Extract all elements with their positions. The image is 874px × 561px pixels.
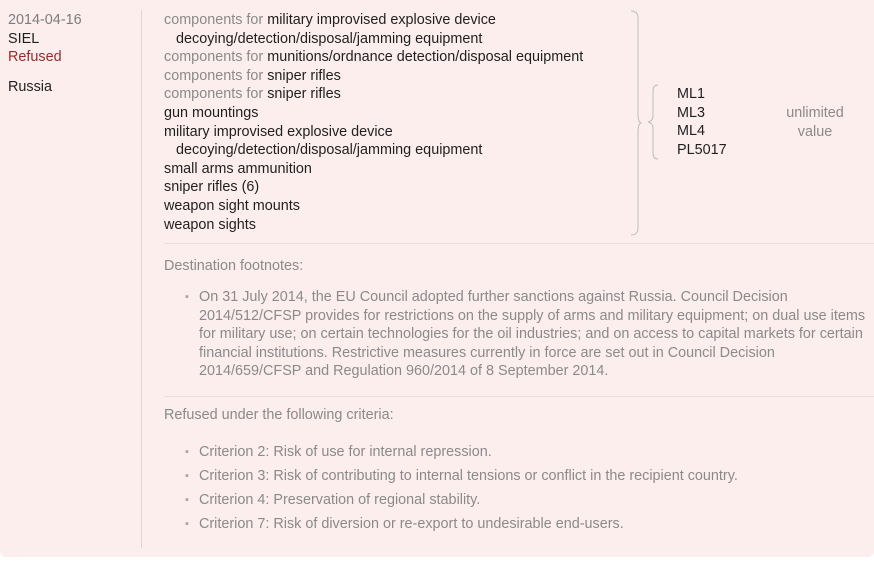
record-date: 2014-04-16	[8, 12, 82, 28]
control-code: ML1	[677, 86, 705, 102]
bullet-icon: ▪	[185, 518, 189, 530]
item-text: sniper rifles	[267, 67, 341, 84]
item-text: military improvised explosive device	[267, 12, 496, 28]
item-text: small arms ammunition	[164, 160, 312, 177]
bullet-icon: ▪	[185, 291, 189, 303]
goods-item	[164, 85, 583, 104]
criterion-item	[185, 440, 738, 464]
item-text: decoying/detection/disposal/jamming equipment	[176, 30, 483, 47]
criterion-item	[185, 464, 738, 488]
control-code: ML4	[677, 123, 705, 140]
item-text: munitions/ordnance detection/disposal equipment	[267, 49, 584, 66]
item-text: sniper rifles	[267, 86, 341, 103]
goods-item	[164, 48, 583, 67]
criteria-list	[185, 440, 738, 536]
licence-type: SIEL	[8, 30, 40, 47]
item-text: military improvised explosive device	[164, 123, 393, 140]
goods-item	[164, 197, 583, 216]
goods-items-list	[164, 11, 583, 234]
item-text: weapon sights	[164, 216, 257, 233]
footnote-item	[185, 288, 869, 381]
item-prefix: components for	[164, 86, 264, 103]
section-divider	[164, 396, 874, 397]
criterion-item	[185, 512, 738, 536]
goods-item	[164, 216, 583, 235]
value-line-1: unlimited	[786, 105, 844, 121]
criterion-item	[185, 488, 738, 512]
destination-country: Russia	[8, 78, 52, 95]
goods-item	[164, 178, 583, 197]
criterion-text: Criterion 4: Preservation of regional stability.	[199, 492, 481, 508]
items-bracket	[630, 10, 642, 236]
criterion-text: Criterion 3: Risk of contributing to internal tensions or conflict in the recipient country.	[199, 468, 738, 484]
status-badge: Refused	[8, 49, 62, 65]
footnote-text: On 31 July 2014, the EU Council adopted further sanctions against Russia. Council Decision 2014/512/CFSP provides for restrictions on the supply of arms and military equipment; on dual use items for military use; on certain technologies for the oil industries; and on access to capital markets for certain financial institutions. Restrictive measures currently in force are set out in Council Decision 2014/659/CFSP and Regulation 960/2014 of 8 September 2014.	[199, 289, 866, 380]
goods-item	[164, 141, 583, 160]
control-codes-list	[677, 85, 727, 159]
bullet-icon: ▪	[185, 470, 189, 482]
item-text: decoying/detection/disposal/jamming equipment	[176, 142, 483, 159]
footnotes-list	[185, 288, 869, 381]
item-text: weapon sight mounts	[164, 197, 300, 214]
goods-item	[164, 160, 583, 179]
item-prefix: components for	[164, 49, 264, 66]
licence-value	[782, 104, 848, 141]
criterion-text: Criterion 2: Risk of use for internal repression.	[199, 444, 492, 460]
goods-item	[164, 123, 583, 142]
goods-item	[164, 11, 583, 30]
item-prefix: components for	[164, 12, 264, 28]
value-line-2: value	[797, 123, 833, 140]
goods-item	[164, 104, 583, 123]
section-divider	[164, 243, 874, 244]
item-prefix: components for	[164, 67, 264, 84]
codes-bracket	[647, 84, 659, 160]
record-meta	[8, 11, 82, 96]
footnotes-title: Destination footnotes:	[164, 258, 304, 274]
goods-item	[164, 30, 583, 49]
item-text: gun mountings	[164, 104, 259, 121]
goods-item	[164, 67, 583, 86]
bullet-icon: ▪	[185, 494, 189, 506]
column-divider	[141, 10, 142, 548]
bullet-icon: ▪	[185, 446, 189, 458]
item-text: sniper rifles (6)	[164, 179, 260, 196]
criteria-title: Refused under the following criteria:	[164, 407, 394, 423]
criterion-text: Criterion 7: Risk of diversion or re-export to undesirable end-users.	[199, 516, 624, 532]
control-code: ML3	[677, 104, 705, 121]
control-code: PL5017	[677, 141, 727, 158]
